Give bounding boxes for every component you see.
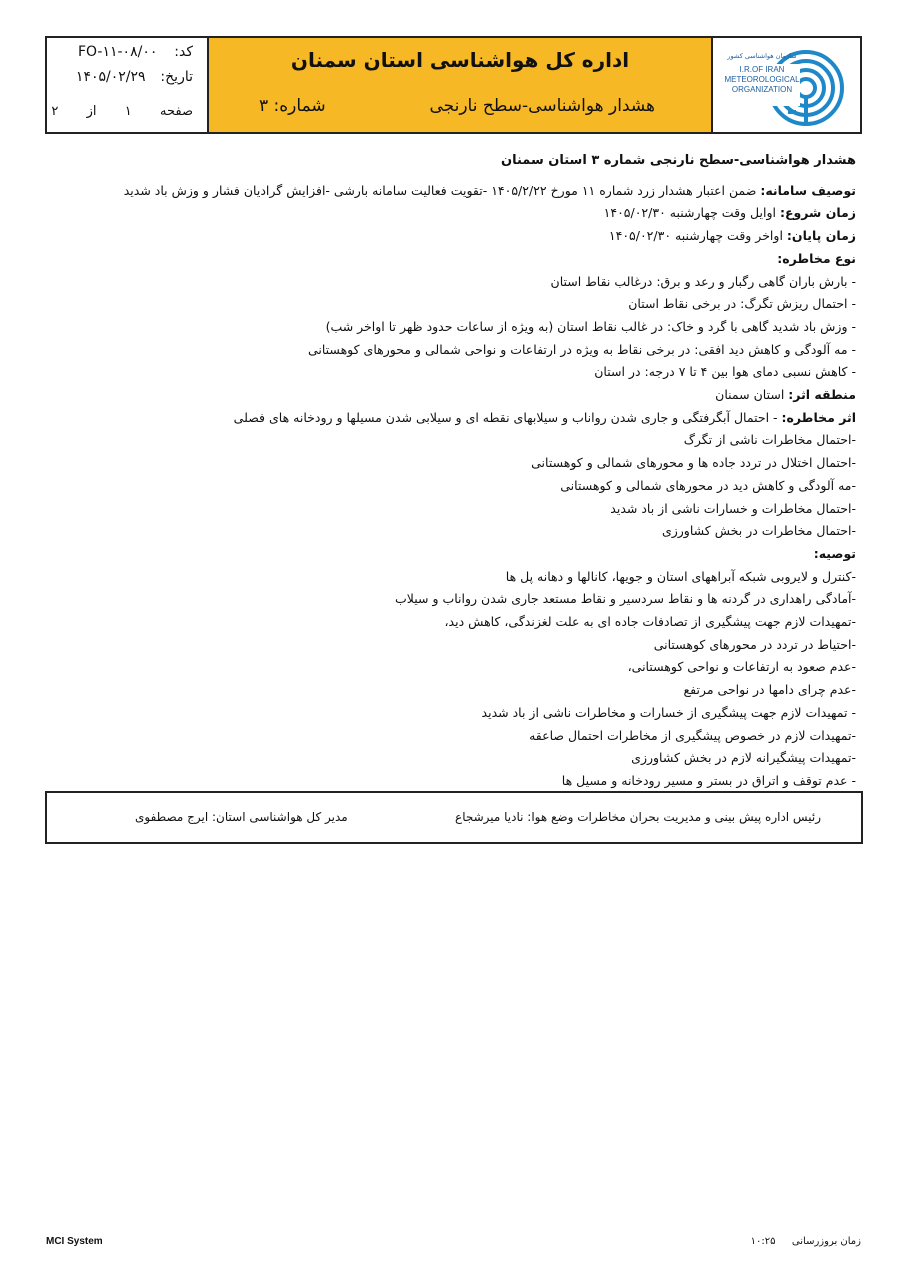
system-description bbox=[50, 180, 856, 203]
hazard-type-label: نوع مخاطره: bbox=[777, 250, 856, 266]
logo-icon bbox=[722, 42, 852, 128]
hazard-item: - وزش باد شدید گاهی با گرد و خاک: در غالب نقاط استان (به ویژه از ساعات حدود ظهر تا اواخر شب) bbox=[325, 318, 856, 334]
page-label: صفحه bbox=[160, 104, 193, 119]
hazard-item: - کاهش نسبی دمای هوا بین ۴ تا ۷ درجه: در استان bbox=[594, 364, 856, 380]
director-general-signature: مدیر کل هواشناسی استان: ایرج مصطفوی bbox=[135, 810, 348, 824]
logo-text-fa: سازمان هواشناسی کشور bbox=[726, 52, 797, 60]
start-time bbox=[50, 202, 856, 225]
update-time bbox=[751, 1236, 861, 1247]
warning-level-title: هشدار هواشناسی-سطح نارنجی bbox=[429, 96, 655, 116]
hazard-effects bbox=[50, 407, 856, 430]
signature-box bbox=[45, 791, 863, 844]
recommendation-item: -تمهیدات لازم در خصوص پیشگیری از مخاطرات احتمال صاعقه bbox=[529, 727, 856, 743]
start-label: زمان شروع: bbox=[779, 205, 856, 221]
recommendation-item: -کنترل و لایروبی شبکه آبراههای استان و جویها، کانالها و دهانه پل ها bbox=[505, 568, 856, 584]
logo-text-en-3: ORGANIZATION bbox=[731, 85, 792, 94]
recommendation-item: -احتیاط در تردد در محورهای کوهستانی bbox=[653, 636, 856, 652]
logo-text-en-1: I.R.OF IRAN bbox=[739, 65, 784, 74]
document-header bbox=[45, 36, 862, 134]
affected-area bbox=[50, 384, 856, 407]
hazard-item: - احتمال ریزش تگرگ: در برخی نقاط استان bbox=[628, 296, 856, 312]
hazard-item: - مه آلودگی و کاهش دید افقی: در برخی نقاط به ویژه در ارتفاعات و نواحی شمالی و محورهای کوهستانی bbox=[307, 341, 856, 357]
effect-item: -احتمال مخاطرات در بخش کشاورزی bbox=[661, 523, 856, 539]
code-label: کد: bbox=[174, 44, 193, 60]
title-banner bbox=[209, 38, 713, 132]
recommendation-item: -آمادگی راهداری در گردنه ها و نقاط سردسیر و نقاط مستعد جاری شدن رواناب و سیلاب bbox=[395, 591, 856, 607]
recommendation-item: -عدم صعود به ارتفاعات و نواحی کوهستانی، bbox=[627, 659, 856, 675]
recommendation-item: -عدم چرای دامها در نواحی مرتفع bbox=[683, 682, 856, 698]
code-row bbox=[78, 44, 193, 60]
effect-item: -مه آلودگی و کاهش دید در محورهای شمالی و کوهستانی bbox=[560, 477, 856, 493]
recommendation-label: توصیه: bbox=[813, 545, 856, 561]
system-name: MCI System bbox=[46, 1236, 103, 1247]
effects-first-item: - احتمال آبگرفتگی و جاری شدن رواناب و سیلابهای نقطه ای و سیلابی شدن مسیلها و رودخانه های فصلی bbox=[233, 409, 778, 425]
logo-text-en-2: METEOROLOGICAL bbox=[723, 75, 800, 84]
effect-item: -احتمال اختلال در تردد جاده ها و محورهای شمالی و کوهستانی bbox=[531, 455, 856, 471]
page-total: ۲ bbox=[51, 104, 59, 119]
date-label: تاریخ: bbox=[160, 69, 193, 85]
effect-item: -احتمال مخاطرات ناشی از تگرگ bbox=[683, 432, 856, 448]
document-title: هشدار هواشناسی-سطح نارنجی شماره ۳ استان سمنان bbox=[500, 153, 856, 168]
document-meta bbox=[47, 38, 209, 132]
effect-item: -احتمال مخاطرات و خسارات ناشی از باد شدید bbox=[610, 500, 856, 516]
description-label: توصیف سامانه: bbox=[760, 182, 856, 198]
description-text: ضمن اعتبار هشدار زرد شماره ۱۱ مورخ ۱۴۰۵/۲/۲۲ -تقویت فعالیت سامانه بارشی -افزایش گرادیان فشار و وزش باد شدید bbox=[123, 182, 757, 198]
warning-body bbox=[50, 150, 856, 793]
recommendation-item: -تمهیدات پیشگیرانه لازم در بخش کشاورزی bbox=[631, 750, 856, 766]
start-text: اوایل وقت چهارشنبه ۱۴۰۵/۰۲/۳۰ bbox=[603, 205, 776, 221]
end-label: زمان پایان: bbox=[786, 228, 856, 244]
date-row bbox=[76, 69, 193, 85]
effects-label: اثر مخاطره: bbox=[781, 409, 856, 425]
area-text: استان سمنان bbox=[715, 387, 785, 403]
page-of: از bbox=[86, 104, 97, 119]
recommendation-item: -تمهیدات لازم جهت پیشگیری از تصادفات جاده ای به علت لغزندگی، کاهش دید، bbox=[444, 614, 856, 630]
code-value: FO-۱۱-۰۸/۰۰ bbox=[77, 44, 158, 60]
recommendation-item: - عدم توقف و اتراق در بستر و مسیر رودخانه و مسیل ها bbox=[561, 772, 856, 788]
page-number: ۱ bbox=[124, 104, 132, 119]
date-value: ۱۴۰۵/۰۲/۲۹ bbox=[75, 69, 146, 85]
area-label: منطقه اثر: bbox=[788, 387, 856, 403]
hazard-item: - بارش باران گاهی رگبار و رعد و برق: درغالب نقاط استان bbox=[550, 273, 856, 289]
meteorological-organization-logo bbox=[713, 38, 860, 132]
recommendation-item: - تمهیدات لازم جهت پیشگیری از خسارات و مخاطرات ناشی از باد شدید bbox=[481, 704, 856, 720]
update-label: زمان بروزرسانی bbox=[791, 1236, 861, 1247]
organization-title: اداره کل هواشناسی استان سمنان bbox=[290, 48, 630, 72]
page-row bbox=[51, 104, 193, 119]
end-time bbox=[50, 225, 856, 248]
forecast-head-signature: رئیس اداره پیش بینی و مدیریت بحران مخاطرات وضع هوا: نادیا میرشجاع bbox=[455, 810, 821, 824]
warning-number: شماره: ۳ bbox=[259, 96, 326, 116]
end-text: اواخر وقت چهارشنبه ۱۴۰۵/۰۲/۳۰ bbox=[608, 228, 783, 244]
update-value: ۱۰:۲۵ bbox=[750, 1236, 776, 1247]
